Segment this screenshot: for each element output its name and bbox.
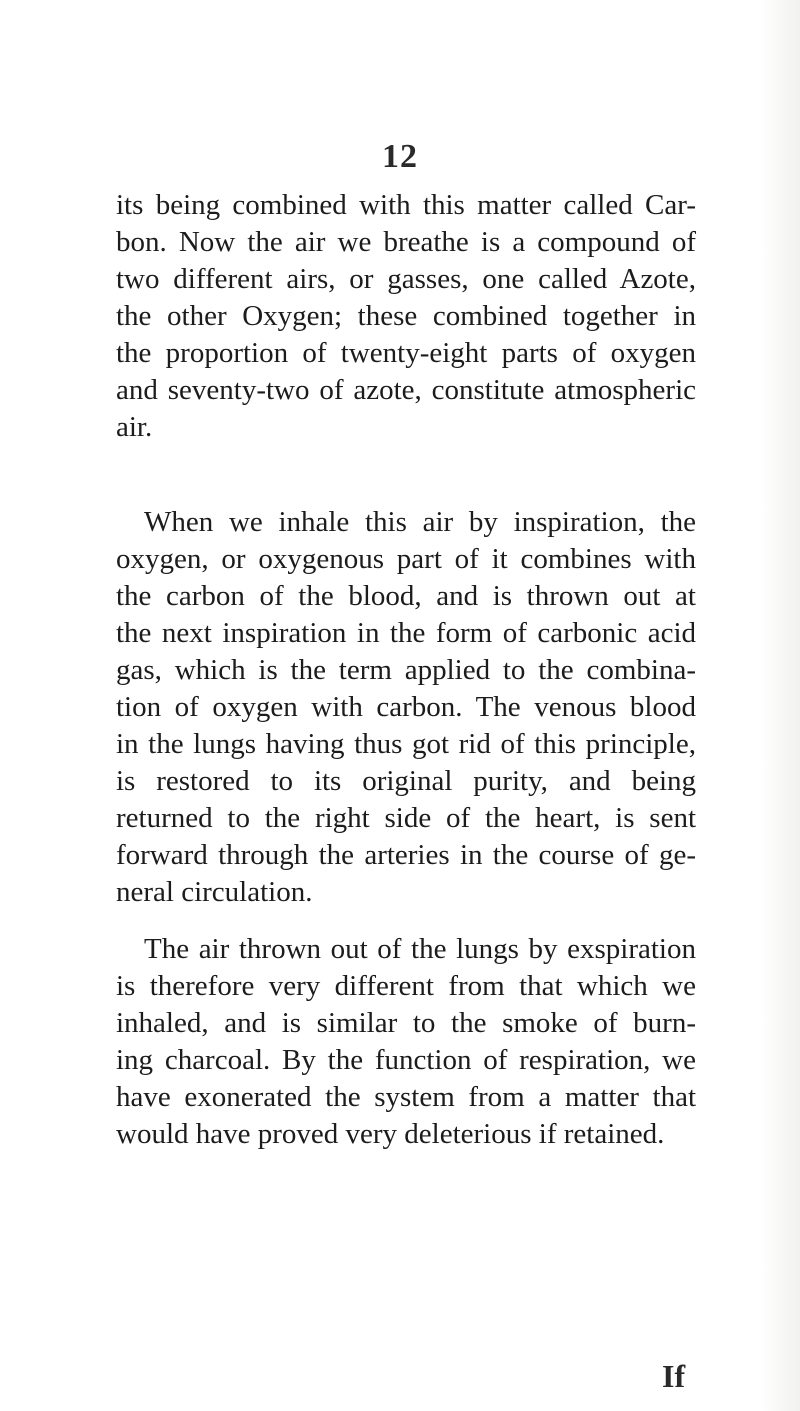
text-line: When we inhale this air by inspiration, the xyxy=(144,506,696,538)
text-line: the next inspiration in the form of carbonic acid xyxy=(116,617,696,649)
text-line: forward through the arteries in the course of ge- xyxy=(116,839,696,871)
text-line: gas, which is the term applied to the combina- xyxy=(116,654,696,686)
catchword: If xyxy=(662,1358,686,1394)
text-line: and seventy-two of azote, constitute atmospheric xyxy=(116,374,696,406)
text-line: neral circulation. xyxy=(116,876,313,908)
text-line: the carbon of the blood, and is thrown out at xyxy=(116,580,696,612)
text-line: in the lungs having thus got rid of this principle, xyxy=(116,728,696,760)
text-line: The air thrown out of the lungs by exspiration xyxy=(144,933,696,965)
text-line: is therefore very different from that which we xyxy=(116,970,696,1002)
text-line: the proportion of twenty-eight parts of oxygen xyxy=(116,337,696,369)
page-number: 12 xyxy=(382,138,418,175)
text-line: would have proved very deleterious if retained. xyxy=(116,1118,665,1150)
text-line: inhaled, and is similar to the smoke of burn- xyxy=(116,1007,696,1039)
page-edge-shading xyxy=(760,0,800,1411)
text-line: tion of oxygen with carbon. The venous blood xyxy=(116,691,696,723)
text-line: ing charcoal. By the function of respiration, we xyxy=(116,1044,696,1076)
text-line: the other Oxygen; these combined together in xyxy=(116,300,696,332)
text-line: have exonerated the system from a matter that xyxy=(116,1081,696,1113)
text-line: bon. Now the air we breathe is a compound of xyxy=(116,226,696,258)
text-line: is restored to its original purity, and being xyxy=(116,765,696,797)
paragraph-3 xyxy=(116,931,696,1153)
text-line: returned to the right side of the heart, is sent xyxy=(116,802,696,834)
text-line: its being combined with this matter called Car- xyxy=(116,189,696,221)
paragraph-1 xyxy=(116,187,696,446)
text-line: air. xyxy=(116,411,153,443)
text-line: oxygen, or oxygenous part of it combines with xyxy=(116,543,696,575)
text-line: two different airs, or gasses, one called Azote, xyxy=(116,263,696,295)
paragraph-2 xyxy=(116,504,696,911)
